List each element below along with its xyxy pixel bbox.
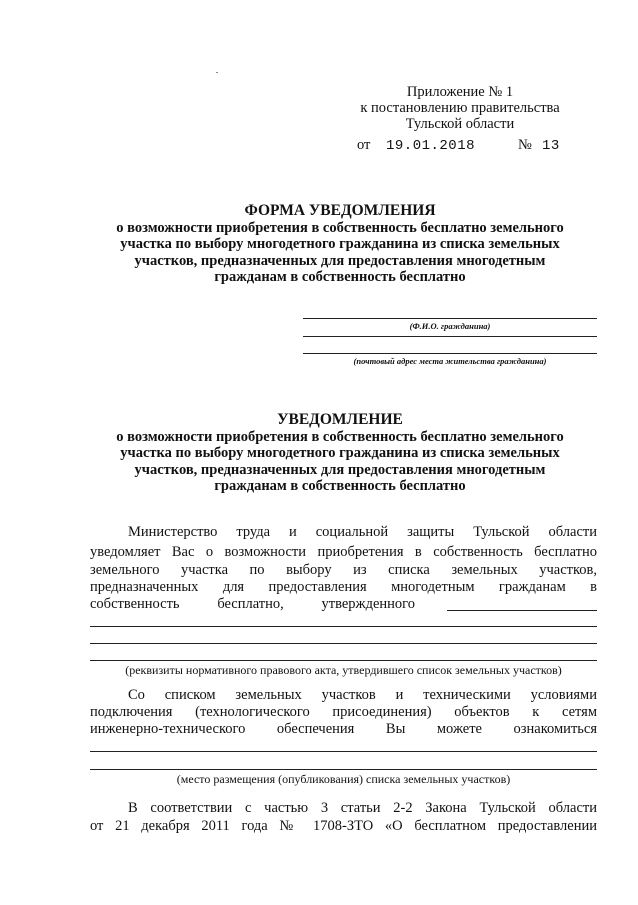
paragraph-1-line-3: земельного участка по выбору из списка земельных участков, — [90, 562, 597, 578]
paragraph-3-line-2: от 21 декабря 2011 года № 1708-ЗТО «О бесплатном предоставлении — [90, 818, 597, 834]
act-details-field-line-0[interactable] — [447, 610, 597, 611]
appendix-header — [330, 84, 590, 132]
address-field-line-1[interactable] — [303, 336, 597, 337]
notice-title-line-2: участка по выбору многодетного гражданина из списка земельных — [120, 445, 560, 461]
form-title-line-2: участка по выбору многодетного гражданина из списка земельных — [120, 236, 560, 252]
act-details-field-line-1[interactable] — [90, 626, 597, 627]
paragraph-2-line-3: инженерно-технического обеспечения Вы можете ознакомиться — [90, 721, 597, 737]
paragraph-3-line-1: В соответствии с частью 3 статьи 2-2 Закона Тульской области — [128, 800, 597, 816]
notice-title — [60, 412, 620, 495]
publication-place-field-line-2[interactable] — [90, 769, 597, 770]
appendix-line-2: к постановлению правительства — [360, 100, 560, 116]
form-title-line-1: о возможности приобретения в собственность бесплатно земельного — [116, 219, 564, 236]
paragraph-1-line-4: предназначенных для предоставления многодетным гражданам в — [90, 579, 597, 595]
notice-title-line-4: гражданам в собственность бесплатно — [214, 478, 466, 494]
fio-field-line[interactable] — [303, 318, 597, 319]
resolution-number: 13 — [542, 138, 560, 154]
paragraph-1-line-1: Министерство труда и социальной защиты Тульской области — [128, 524, 597, 540]
scan-speck — [216, 72, 218, 73]
address-caption: (почтовый адрес места жительства гражданина) — [353, 356, 547, 366]
form-title-line-4: гражданам в собственность бесплатно — [214, 269, 466, 285]
resolution-date: 19.01.2018 — [386, 138, 476, 154]
form-heading: ФОРМА УВЕДОМЛЕНИЯ — [244, 202, 436, 219]
form-title-line-3: участков, предназначенных для предоставления многодетным — [134, 252, 546, 269]
address-field-line-2[interactable] — [303, 353, 597, 354]
number-prefix: № — [518, 137, 532, 153]
publication-place-field-line-1[interactable] — [90, 751, 597, 752]
act-details-field-line-2[interactable] — [90, 643, 597, 644]
publication-place-note: (место размещения (опубликования) списка земельных участков) — [176, 772, 511, 786]
appendix-line-3: Тульской области — [405, 116, 515, 132]
form-title — [60, 203, 620, 286]
act-details-note: (реквизиты нормативного правового акта, утвердившего список земельных участков) — [125, 663, 562, 677]
date-prefix: от — [357, 137, 371, 153]
notice-title-line-1: о возможности приобретения в собственность бесплатно земельного — [116, 428, 564, 445]
paragraph-1-line-2: уведомляет Вас о возможности приобретения в собственность бесплатно — [90, 544, 597, 560]
notice-heading: УВЕДОМЛЕНИЕ — [277, 411, 403, 428]
appendix-line-1: Приложение № 1 — [406, 84, 514, 100]
paragraph-1-line-5: собственность бесплатно, утвержденного — [90, 596, 415, 612]
paragraph-2-line-1: Со списком земельных участков и техническими условиями — [128, 687, 597, 703]
act-details-field-line-3[interactable] — [90, 660, 597, 661]
paragraph-2-line-2: подключения (технологического присоединения) объектов к сетям — [90, 704, 597, 720]
notice-title-line-3: участков, предназначенных для предоставления многодетным — [134, 461, 546, 478]
fio-caption: (Ф.И.О. гражданина) — [409, 321, 491, 331]
